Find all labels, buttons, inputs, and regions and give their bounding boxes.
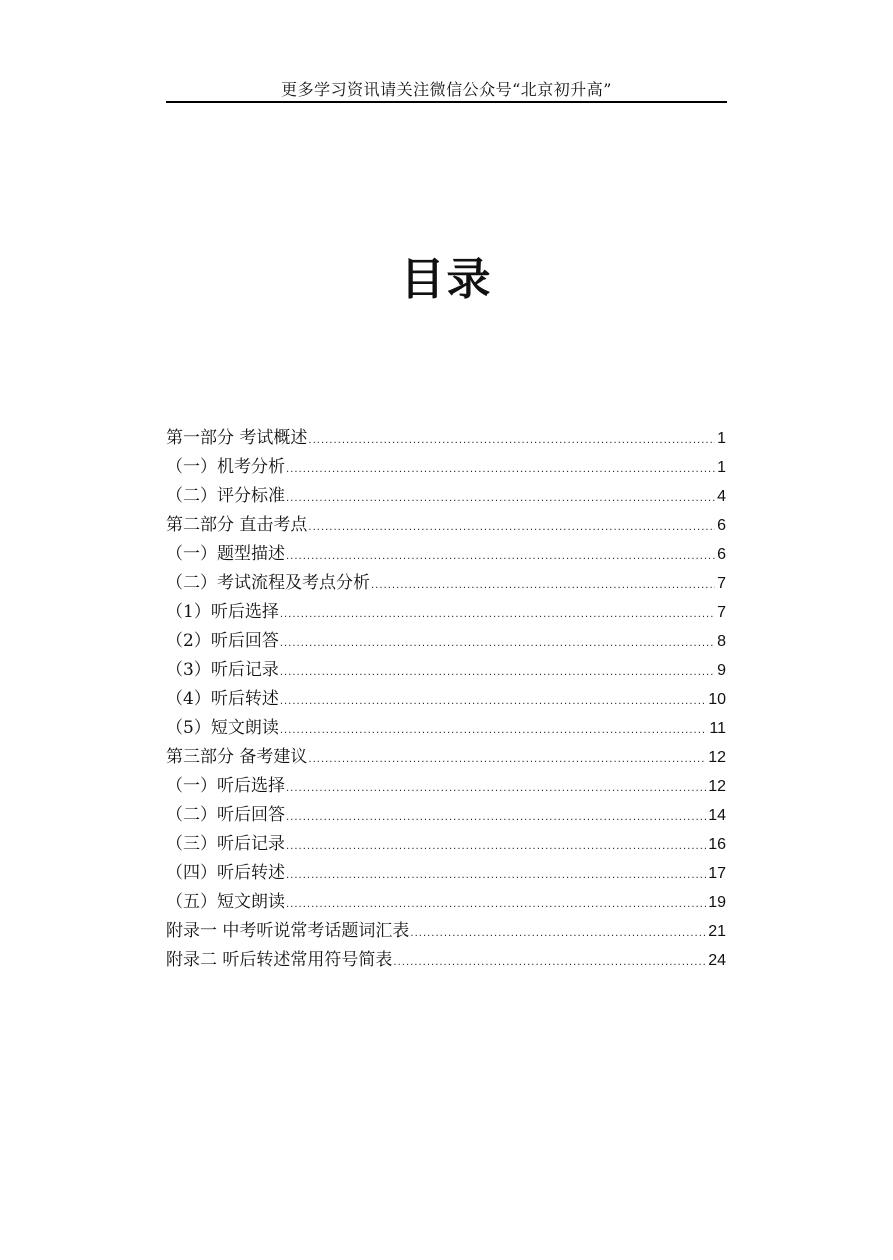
toc-entry[interactable]	[166, 743, 726, 772]
toc-entry-label: 第二部分 直击考点	[166, 515, 308, 535]
toc-entry-label: （一）机考分析	[166, 457, 285, 477]
toc-entry[interactable]	[166, 627, 726, 656]
toc-entry-page-number: 6	[717, 546, 726, 563]
toc-entry[interactable]	[166, 859, 726, 888]
toc-entry-page-number: 8	[717, 633, 726, 650]
toc-entry-page-number: 12	[708, 778, 726, 795]
toc-entry-page-number: 1	[717, 430, 726, 447]
toc-entry-page-number: 7	[717, 604, 726, 621]
toc-dot-leader	[280, 716, 708, 745]
toc-dot-leader	[286, 832, 706, 861]
page-header: 更多学习资讯请关注微信公众号“北京初升高”	[281, 80, 612, 99]
toc-entry-page-number: 6	[717, 517, 726, 534]
toc-entry-label: 附录一 中考听说常考话题词汇表	[166, 921, 410, 941]
toc-entry-label: （一）题型描述	[166, 544, 285, 564]
toc-dot-leader	[280, 600, 715, 629]
toc-entry[interactable]	[166, 917, 726, 946]
toc-entry-page-number: 19	[708, 894, 726, 911]
toc-entry-page-number: 10	[708, 691, 726, 708]
toc-dot-leader	[280, 629, 715, 658]
toc-entry-label: （1）听后选择	[166, 602, 279, 622]
toc-entry[interactable]	[166, 424, 726, 453]
toc-entry[interactable]	[166, 830, 726, 859]
toc-dot-leader	[286, 542, 715, 571]
toc-entry-label: （二）考试流程及考点分析	[166, 573, 370, 593]
toc-entry-label: （五）短文朗读	[166, 892, 285, 912]
toc-entry-page-number: 16	[708, 836, 726, 853]
toc-entry-label: （4）听后转述	[166, 689, 279, 709]
toc-dot-leader	[286, 774, 706, 803]
toc-entry-label: （5）短文朗读	[166, 718, 279, 738]
toc-entry[interactable]	[166, 598, 726, 627]
header-divider	[166, 101, 727, 103]
toc-entry-label: （四）听后转述	[166, 863, 285, 883]
toc-dot-leader	[393, 948, 706, 977]
toc-entry[interactable]	[166, 888, 726, 917]
toc-entry-label: （2）听后回答	[166, 631, 279, 651]
toc-entry-label: （二）听后回答	[166, 805, 285, 825]
toc-entry[interactable]	[166, 540, 726, 569]
toc-entry[interactable]	[166, 656, 726, 685]
toc-entry-label: 第三部分 备考建议	[166, 747, 308, 767]
toc-entry-page-number: 4	[717, 488, 726, 505]
toc-entry-page-number: 1	[717, 459, 726, 476]
toc-entry-label: 第一部分 考试概述	[166, 428, 308, 448]
toc-entry-page-number: 11	[709, 720, 726, 737]
toc-entry-label: （3）听后记录	[166, 660, 279, 680]
toc-entry[interactable]	[166, 511, 726, 540]
toc-dot-leader	[280, 687, 706, 716]
toc-entry[interactable]	[166, 714, 726, 743]
toc-entry[interactable]	[166, 801, 726, 830]
toc-entry-page-number: 7	[717, 575, 726, 592]
toc-entry-page-number: 9	[717, 662, 726, 679]
toc-entry[interactable]	[166, 946, 726, 975]
toc-entry-page-number: 17	[708, 865, 726, 882]
toc-dot-leader	[308, 426, 715, 455]
toc-entry-page-number: 21	[708, 923, 726, 940]
toc-entry-page-number: 14	[708, 807, 726, 824]
toc-dot-leader	[286, 861, 706, 890]
toc-dot-leader	[371, 571, 715, 600]
toc-dot-leader	[286, 455, 715, 484]
page-title: 目录	[400, 254, 493, 305]
toc-dot-leader	[308, 513, 715, 542]
table-of-contents	[166, 424, 726, 975]
toc-entry[interactable]	[166, 482, 726, 511]
toc-dot-leader	[308, 745, 706, 774]
toc-entry-page-number: 12	[708, 749, 726, 766]
toc-entry-label: （一）听后选择	[166, 776, 285, 796]
toc-dot-leader	[410, 919, 706, 948]
toc-entry-label: （三）听后记录	[166, 834, 285, 854]
toc-entry[interactable]	[166, 772, 726, 801]
toc-entry-label: 附录二 听后转述常用符号简表	[166, 950, 393, 970]
toc-entry[interactable]	[166, 453, 726, 482]
toc-dot-leader	[286, 803, 706, 832]
toc-entry[interactable]	[166, 569, 726, 598]
toc-entry[interactable]	[166, 685, 726, 714]
toc-entry-label: （二）评分标准	[166, 486, 285, 506]
toc-dot-leader	[286, 890, 706, 919]
toc-entry-page-number: 24	[708, 952, 726, 969]
toc-dot-leader	[280, 658, 715, 687]
toc-dot-leader	[286, 484, 715, 513]
